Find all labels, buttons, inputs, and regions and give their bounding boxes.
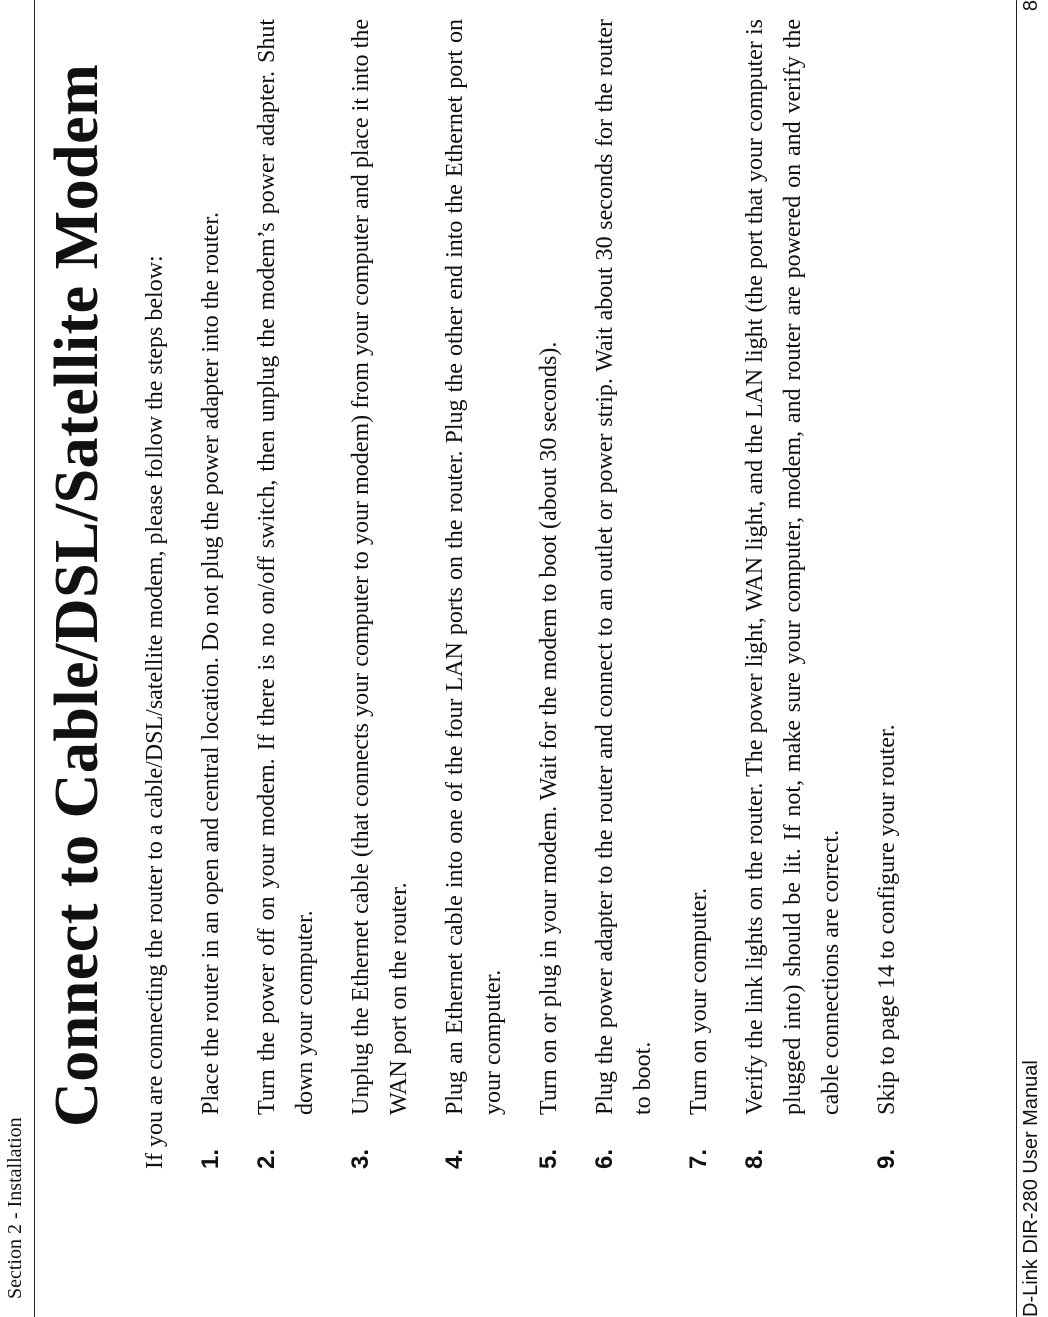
step-item [436,19,512,1169]
section-label: Section 2 - Installation [4,1117,26,1299]
steps-list [192,19,924,1169]
step-text: Verify the link lights on the router. The power light, WAN light, and the LAN light (the port that your computer is plugged into) should be lit. If not, make sure your computer, modem, and router are powered on and verify the cable connections are correct. [742,19,844,1115]
header-rule [34,0,35,1317]
page-title: Connect to Cable/DSL/Satellite Modem [43,63,111,1127]
step-item [680,19,718,1169]
step-number: 5. [535,1148,562,1169]
footer-manual-label: D-Link DIR-280 User Manual [1020,1060,1042,1317]
page-number: 8 [1020,0,1042,12]
intro-text: If you are connecting the router to a cable/DSL/satellite modem, please follow the steps below: [142,255,168,1169]
step-item [868,19,906,1169]
step-number: 1. [197,1148,224,1169]
step-text: Turn on or plug in your modem. Wait for the modem to boot (about 30 seconds). [536,341,562,1115]
step-item [530,19,568,1169]
step-text: Place the router in an open and central location. Do not plug the power adapter into the router. [198,211,224,1115]
step-text: Plug an Ethernet cable into one of the four LAN ports on the router. Plug the other end into the Ethernet port on your computer. [442,19,506,1115]
step-item [342,19,418,1169]
step-text: Skip to page 14 to configure your router. [874,724,900,1115]
step-number: 2. [253,1148,280,1169]
step-item [248,19,324,1169]
step-text: Turn the power off on your modem. If there is no on/off switch, then unplug the modem’s power adapter. Shut down your computer. [254,19,318,1115]
step-item [736,19,850,1169]
step-text: Turn on your computer. [686,887,712,1115]
step-number: 3. [347,1148,374,1169]
step-number: 4. [441,1148,468,1169]
step-text: Plug the power adapter to the router and connect to an outlet or power strip. Wait about 30 seconds for the router to boot. [592,19,656,1115]
step-number: 7. [685,1148,712,1169]
step-number: 8. [741,1148,768,1169]
step-number: 9. [873,1148,900,1169]
footer-rule [1016,0,1017,1317]
step-item [192,19,230,1169]
step-number: 6. [591,1148,618,1169]
step-item [586,19,662,1169]
step-text: Unplug the Ethernet cable (that connects your computer to your modem) from your computer and place it into the WAN port on the router. [348,19,412,1115]
